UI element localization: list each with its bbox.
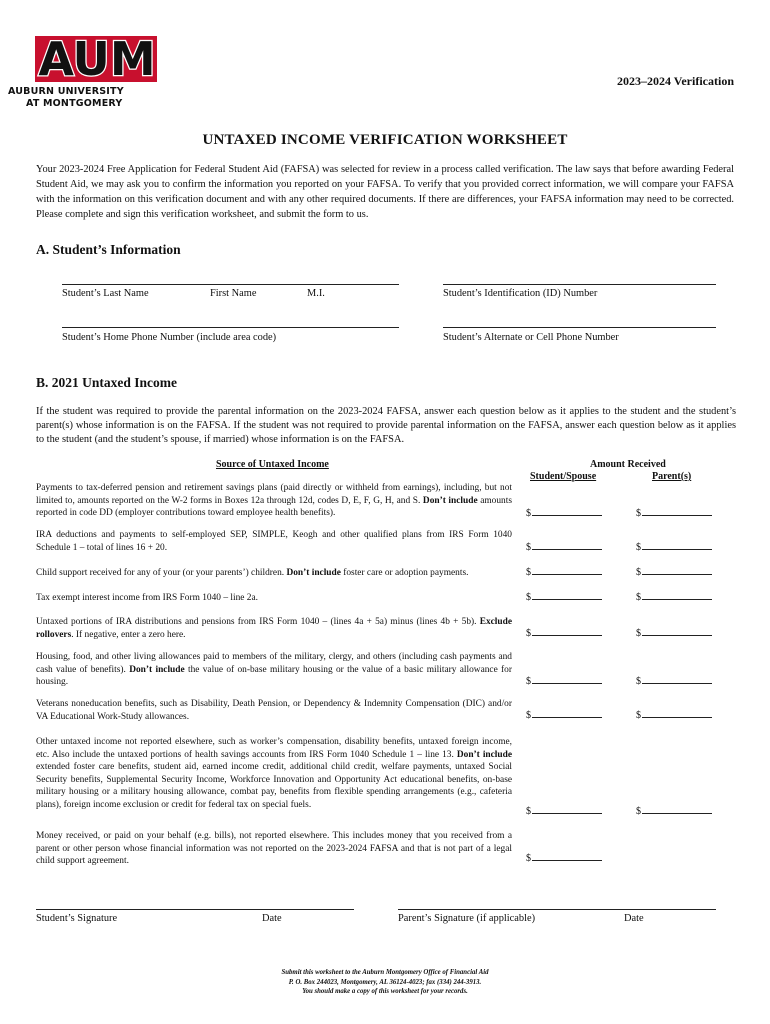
aum-logo-mark <box>34 33 160 85</box>
parent-amount-field[interactable] <box>636 592 712 603</box>
dollar-sign: $ <box>636 592 641 603</box>
dollar-sign: $ <box>636 676 641 687</box>
dollar-sign: $ <box>636 806 641 817</box>
logo-university-name: AUBURN UNIVERSITY <box>8 86 124 97</box>
parent-signature-field[interactable] <box>398 909 716 910</box>
dollar-sign: $ <box>526 628 531 639</box>
intro-paragraph: Your 2023-2024 Free Application for Federal Student Aid (FAFSA) was selected for review in a process called verification. The law says that before awarding Federal Student Aid, we may ask you to confirm the information you reported on your FAFSA. To verify that you provided correct information, we will compare your FAFSA with the information on this verification document and with any other required documents. If there are differences, your FAFSA information may need to be corrected. Please complete and sign this verification worksheet, and submit the form to us. <box>36 164 734 220</box>
parent-amount-field[interactable] <box>636 542 712 553</box>
logo-mark-text: AUM <box>38 33 156 85</box>
dollar-sign: $ <box>526 567 531 578</box>
dollar-sign: $ <box>526 710 531 721</box>
parent-amount-field[interactable] <box>636 710 712 721</box>
section-b-heading: B. 2021 Untaxed Income <box>36 375 177 390</box>
dollar-sign: $ <box>526 508 531 519</box>
student-id-label: Student’s Identification (ID) Number <box>443 288 598 299</box>
dollar-sign: $ <box>526 806 531 817</box>
student-signature-label: Student’s Signature <box>36 913 118 924</box>
parent-date-label: Date <box>624 913 644 924</box>
section-a-heading: A. Student’s Information <box>36 242 181 257</box>
parent-amount-field[interactable] <box>636 628 712 639</box>
dollar-sign: $ <box>636 542 641 553</box>
home-phone-field[interactable] <box>62 327 399 328</box>
student-amount-field[interactable] <box>526 508 602 519</box>
student-id-field[interactable] <box>443 284 716 285</box>
alt-phone-field[interactable] <box>443 327 716 328</box>
parent-amount-field[interactable] <box>636 806 712 817</box>
dollar-sign: $ <box>526 853 531 864</box>
student-amount-field[interactable] <box>526 853 602 864</box>
dollar-sign: $ <box>636 628 641 639</box>
student-amount-field[interactable] <box>526 567 602 578</box>
parent-amount-field[interactable] <box>636 508 712 519</box>
income-row-label: Housing, food, and other living allowances paid to members of the military, clergy, and others (including cash payments and cash value of benefits). Don’t include the value of on-base military housing or the value of a basic military allowance for housing. <box>36 652 512 688</box>
student-amount-field[interactable] <box>526 710 602 721</box>
footer-line: P. O. Box 244023, Montgomery, AL 36124-4023; fax (334) 244-3913. <box>288 978 482 986</box>
income-row-label: Payments to tax-deferred pension and retirement savings plans (paid directly or withheld from earnings), including, but not limited to, amounts reported on the W-2 forms in Boxes 12a through 12d, codes D, E, F, G, H, and S. Don’t include amounts reported in code DD (employer contributions toward employee health benefits). <box>36 483 512 519</box>
income-row-label: Tax exempt interest income from IRS Form 1040 – line 2a. <box>36 593 258 603</box>
income-row-label: IRA deductions and payments to self-employed SEP, SIMPLE, Keogh and other qualified plans from IRS Form 1040 Schedule 1 – total of lines 16 + 20. <box>36 530 512 553</box>
student-name-field[interactable] <box>62 284 399 285</box>
footer-line: Submit this worksheet to the Auburn Montgomery Office of Financial Aid <box>281 969 489 976</box>
student-column-header: Student/Spouse <box>530 471 597 482</box>
page-title: UNTAXED INCOME VERIFICATION WORKSHEET <box>202 132 568 148</box>
parent-amount-field[interactable] <box>636 567 712 578</box>
parent-column-header: Parent(s) <box>652 471 692 482</box>
income-row-label: Child support received for any of your (or your parents’) children. Don’t include foster care or adoption payments. <box>36 568 469 578</box>
income-row-label: Untaxed portions of IRA distributions and pensions from IRS Form 1040 – (lines 4a + 5a) minus (lines 4b + 5b). Exclude rollovers. If negative, enter a zero here. <box>36 617 512 640</box>
student-amount-field[interactable] <box>526 806 602 817</box>
parent-signature-label: Parent’s Signature (if applicable) <box>398 913 536 924</box>
footer-line: You should make a copy of this worksheet for your records. <box>302 988 468 995</box>
submission-instructions <box>0 968 770 997</box>
student-signature-field[interactable] <box>36 909 354 910</box>
income-row-label: Other untaxed income not reported elsewhere, such as worker’s compensation, disability benefits, untaxed foreign income, etc. Also include the untaxed portions of health savings accounts from IRS Form 1040 Schedule 1 – line 13. Don’t include extended foster care benefits, student aid, earned income credit, additional child credit, welfare payments, untaxed Social Security benefits, Supplemental Security Income, Workforce Innovation and Opportunity Act educational benefits, on-base military housing or a military housing allowance, combat pay, benefits from flexible spending arrangements (e.g., cafeteria plans), foreign income exclusion or credit for federal tax on special fuels. <box>36 737 512 810</box>
source-header: Source of Untaxed Income <box>216 459 329 470</box>
dollar-sign: $ <box>526 676 531 687</box>
dollar-sign: $ <box>526 592 531 603</box>
dollar-sign: $ <box>526 542 531 553</box>
student-date-label: Date <box>262 913 282 924</box>
alt-phone-label: Student’s Alternate or Cell Phone Number <box>443 332 619 343</box>
income-row-label: Veterans noneducation benefits, such as Disability, Death Pension, or Dependency & Indemnity Compensation (DIC) and/or VA Educational Work-Study allowances. <box>36 699 512 722</box>
amount-header: Amount Received <box>590 459 666 470</box>
verification-year: 2023–2024 Verification <box>617 74 734 88</box>
income-row-label: Money received, or paid on your behalf (e.g. bills), not reported elsewhere. This includes money that you received from a parent or other person whose financial information was not reported on the 2023-2024 FAFSA and that is not part of a legal child support agreement. <box>36 831 512 867</box>
dollar-sign: $ <box>636 508 641 519</box>
dollar-sign: $ <box>636 567 641 578</box>
mi-label: M.I. <box>307 288 325 299</box>
home-phone-label: Student’s Home Phone Number (include area code) <box>62 332 277 343</box>
student-amount-field[interactable] <box>526 676 602 687</box>
last-name-label: Student’s Last Name <box>62 288 149 299</box>
student-amount-field[interactable] <box>526 592 602 603</box>
dollar-sign: $ <box>636 710 641 721</box>
student-amount-field[interactable] <box>526 628 602 639</box>
logo-location: AT MONTGOMERY <box>26 98 123 109</box>
student-amount-field[interactable] <box>526 542 602 553</box>
parent-amount-field[interactable] <box>636 676 712 687</box>
section-b-instructions: If the student was required to provide the parental information on the 2023-2024 FAFSA, answer each question below as it applies to the student and the student’s parent(s) whose information is on the FAFSA. If the student was not required to provide parental information on the FAFSA, answer each question below as it applies to the student (and the student’s spouse, if married) whose information is on the FAFSA. <box>36 406 736 445</box>
first-name-label: First Name <box>210 288 257 299</box>
